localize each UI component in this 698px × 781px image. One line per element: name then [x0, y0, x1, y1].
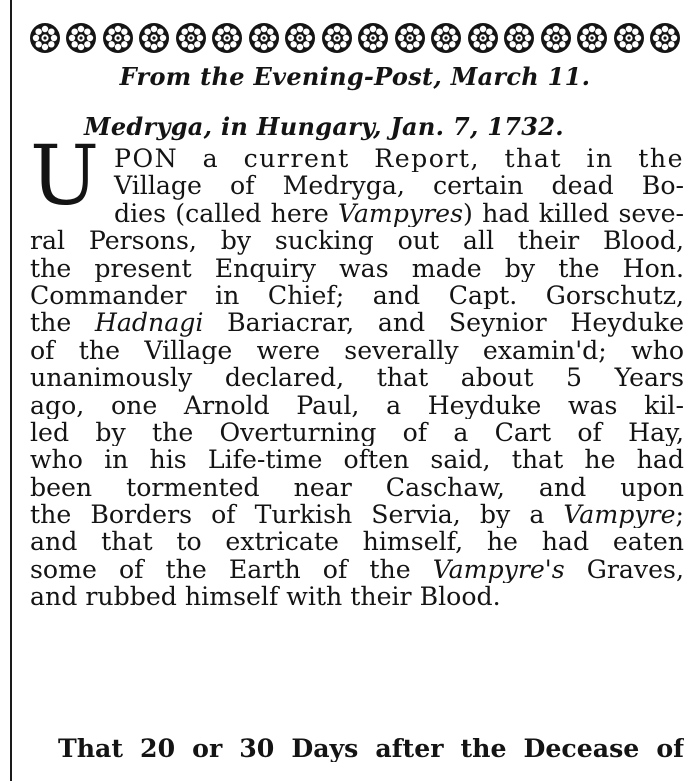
source-line: From the Evening-Post, March 11.	[119, 62, 591, 91]
text-run: ) had killed seve-	[463, 199, 684, 228]
rosette-ornament-icon	[466, 21, 500, 55]
text-run: Village of Medryga, certain dead Bo-	[114, 172, 684, 200]
text-line	[30, 446, 684, 473]
text-line	[30, 735, 684, 762]
italic-text-run: Vampyre	[563, 501, 676, 529]
text-run: and rubbed himself with their Blood.	[30, 583, 501, 611]
text-line	[30, 145, 684, 172]
italic-text-run: Vampyres	[338, 199, 464, 228]
text-line	[30, 255, 684, 282]
article-paragraph-1	[30, 145, 684, 611]
rosette-ornament-icon	[28, 21, 62, 55]
rosette-ornament-icon	[356, 21, 390, 55]
rosette-ornament-icon	[575, 21, 609, 55]
ornament-border	[28, 20, 682, 56]
text-line	[30, 474, 684, 501]
text-line	[30, 392, 684, 419]
text-line	[30, 528, 684, 555]
text-run: Graves,	[564, 555, 684, 584]
text-run: That 20 or 30 Days after the Decease of	[58, 735, 684, 763]
text-run: been tormented near Caschaw, and upon	[30, 473, 684, 502]
text-line	[30, 227, 684, 254]
text-run: ago, one Arnold Paul, a Heyduke was kil-	[30, 391, 684, 419]
text-line	[30, 556, 684, 583]
text-line	[30, 583, 684, 610]
text-run: who in his Life-time often said, that he had	[30, 446, 684, 474]
text-line	[30, 172, 684, 199]
text-run: the Borders of Turkish Servia, by a	[30, 501, 564, 529]
text-run: led by the Overturning of a Cart of Hay,	[30, 418, 684, 447]
text-run: Bariacrar, and Seynior Heyduke	[203, 309, 684, 337]
text-run: PON a current Report, that in the	[114, 145, 684, 173]
rosette-ornament-icon	[539, 21, 573, 55]
rosette-ornament-icon	[101, 21, 135, 55]
text-line	[30, 282, 684, 309]
text-run: the	[30, 309, 95, 337]
dateline: Medryga, in Hungary, Jan. 7, 1732.	[84, 112, 564, 141]
text-run: dies (called here	[114, 199, 339, 228]
column-rule	[10, 0, 12, 781]
rosette-ornament-icon	[393, 21, 427, 55]
text-run: ral Persons, by sucking out all their Blood,	[30, 227, 684, 255]
rosette-ornament-icon	[247, 21, 281, 55]
text-run: some of the Earth of the	[30, 555, 433, 584]
text-run: of the Village were severally examin'd; who	[30, 336, 684, 365]
text-run: unanimously declared, that about 5 Years	[30, 364, 684, 392]
rosette-ornament-icon	[320, 21, 354, 55]
rosette-ornament-icon	[502, 21, 536, 55]
text-line	[30, 364, 684, 391]
text-run: the present Enquiry was made by the Hon.	[30, 254, 684, 282]
text-run: Commander in Chief; and Capt. Gorschutz,	[30, 281, 684, 310]
text-run: ;	[675, 501, 684, 529]
rosette-ornament-icon	[137, 21, 171, 55]
rosette-ornament-icon	[64, 21, 98, 55]
drop-cap: U	[30, 129, 100, 224]
rosette-ornament-icon	[174, 21, 208, 55]
italic-text-run: Vampyre's	[432, 555, 565, 584]
text-line	[30, 337, 684, 364]
rosette-ornament-icon	[612, 21, 646, 55]
italic-text-run: Hadnagi	[94, 309, 204, 337]
text-line	[30, 309, 684, 336]
text-line	[30, 200, 684, 227]
rosette-ornament-icon	[648, 21, 682, 55]
article-paragraph-2	[30, 735, 684, 762]
text-run: and that to extricate himself, he had eaten	[30, 528, 684, 556]
text-line	[30, 419, 684, 446]
rosette-ornament-icon	[210, 21, 244, 55]
text-line	[30, 501, 684, 528]
rosette-ornament-icon	[283, 21, 317, 55]
rosette-ornament-icon	[429, 21, 463, 55]
